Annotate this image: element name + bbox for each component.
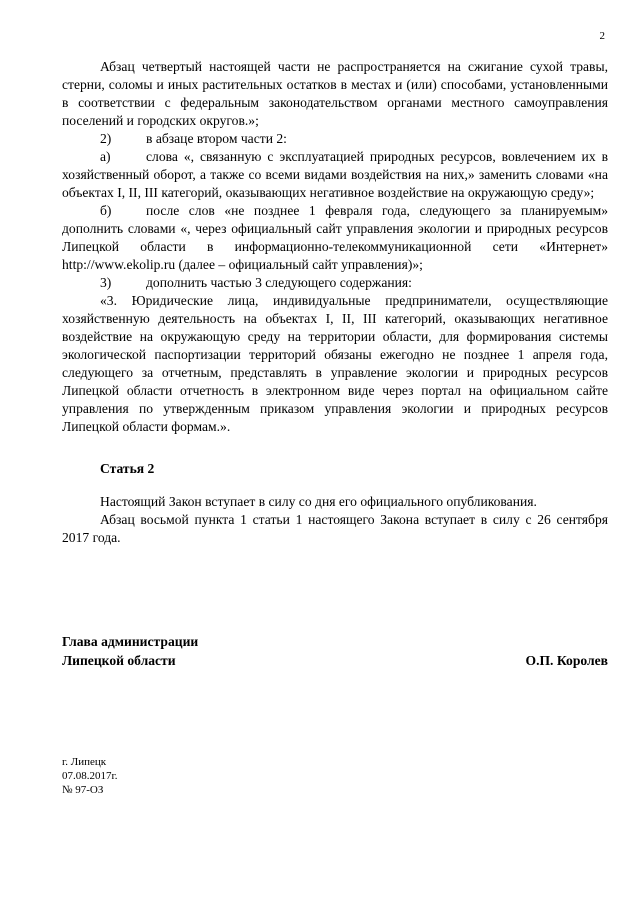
article-2-title: Статья 2	[100, 461, 155, 476]
document-body	[62, 58, 608, 547]
signature-block	[62, 632, 608, 670]
signatory-name: О.П. Королев	[525, 653, 608, 668]
list-item-b	[62, 202, 608, 274]
document-meta	[62, 755, 118, 797]
paragraph-part-3: «3. Юридические лица, индивидуальные предприниматели, осуществляющие хозяйственную деятельность на объектах I, II, III категорий, оказывающих негативное воздействие на окружающую среду на территории области, для формирования системы экологической паспортизации территорий обязаны ежегодно не позднее 1 апреля года, следующего за отчетным, представлять в управление экологии и природных ресурсов Липецкой области отчетность в электронном виде через портал на официальном сайте управления по утвержденным приказом управления экологии и природных ресурсов Липецкой области формам.».	[62, 293, 608, 434]
meta-city: г. Липецк	[62, 756, 107, 768]
article-2-paragraph-1: Настоящий Закон вступает в силу со дня его официального опубликования.	[100, 494, 537, 509]
meta-number: № 97-ОЗ	[62, 784, 104, 796]
signature-title-line-1: Глава администрации	[62, 634, 199, 649]
meta-date: 07.08.2017г.	[62, 770, 118, 782]
list-item-a	[62, 148, 608, 202]
list-item-text: слова «, связанную с эксплуатацией природных ресурсов, вовлечением их в хозяйственный оборот, а также со всеми видами воздействия на них,» заменить словами «на объектах I, II, III категорий, оказывающих негативное воздействие на окружающую среду»;	[62, 149, 608, 200]
list-marker: б)	[100, 203, 112, 218]
list-item-text: дополнить частью 3 следующего содержания:	[146, 275, 412, 290]
signature-title-row	[62, 651, 608, 670]
list-item-2	[62, 130, 608, 148]
article-2-paragraph-2: Абзац восьмой пункта 1 статьи 1 настоящего Закона вступает в силу с 26 сентября 2017 года.	[62, 512, 608, 545]
paragraph-abzac-chetvertyi: Абзац четвертый настоящей части не распространяется на сжигание сухой травы, стерни, соломы и иных растительных остатков в местах и (или) способами, установленными в соответствии с федеральным законодательством органами местного самоуправления поселений и городских округов.»;	[62, 59, 608, 128]
signature-title-line-2: Липецкой области	[62, 653, 176, 668]
list-item-text: после слов «не позднее 1 февраля года, следующего за планируемым» дополнить словами «, через официальный сайт управления экологии и природных ресурсов Липецкой области в информационно-телекоммуникационной сети «Интернет» http://www.ekolip.ru (далее – официальный сайт управления)»;	[62, 203, 608, 272]
list-item-3	[62, 274, 608, 292]
page-number: 2	[599, 30, 605, 42]
list-marker: 3)	[100, 275, 112, 290]
list-marker: 2)	[100, 131, 112, 146]
list-item-text: в абзаце втором части 2:	[146, 131, 287, 146]
list-marker: а)	[100, 149, 111, 164]
